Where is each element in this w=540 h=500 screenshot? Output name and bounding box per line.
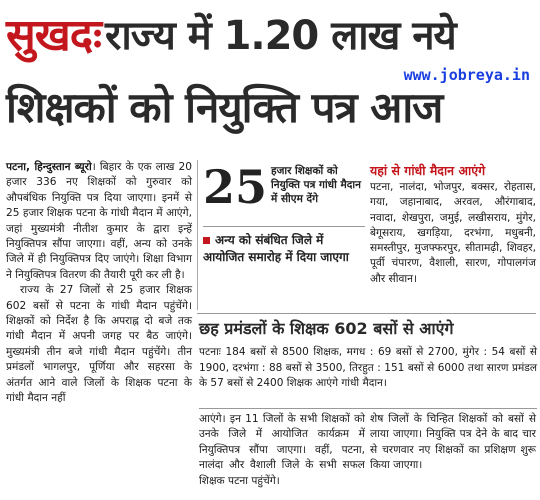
figure-text: हजार शिक्षकों को नियुक्ति पत्र गांधी मैदान में सीएम देंगे bbox=[271, 165, 361, 205]
headline-line-2: शिक्षकों को नियुक्ति पत्र आज bbox=[6, 83, 443, 132]
figure-number: 25 bbox=[203, 160, 268, 214]
venue-body: पटना, नालंदा, भोजपुर, बक्सर, रोहतास, गया, जहानाबाद, अरवल, औरंगाबाद, नवादा, शेखपुरा, जमुई, लखीसराय, मुंगेर, बेगूसराय, खगड़िया, दरभंगा, मधुबनी, समस्तीपुर, मुजफ्फरपुर, सीतामढ़ी, शिवहर, पूर्वी चंपारण, वैशाली, सारण, गोपालगंज और सीवान। bbox=[370, 181, 536, 285]
site-url-watermark[interactable]: www.jobreya.in bbox=[403, 66, 530, 84]
left-para-2: राज्य के 27 जिलों से 25 हजार शिक्षक 602 बसों से पटना के गांधी मैदान पहुंचेंगे। शिक्षकों को निर्देश है कि अपराह्न दो बजे तक गांधी मैदान में अपनी जगह पर बैठ जाएंगे। मुख्यमंत्री तीन बजे गांधी मैदान पहुंचेंगे। तीन प्रमंडलों भागलपुर, पूर्णिया और सहरसा के अंतर्गत आने वाले जिलों के शिक्षक पटना के गांधी मैदान नहीं bbox=[6, 284, 192, 405]
column-divider bbox=[197, 160, 198, 310]
bullet-square-icon bbox=[203, 237, 210, 244]
divisions-body: पटनाः 184 बसों से 8500 शिक्षक, मगध : 69 बसों से 2700, मुंगेर : 54 बसों से 1900, दरभंगा : 88 बसों से 3500, तिरहुत : 151 बसों से 6000 तथा सारण प्रमंडल के 57 बसों से 2400 शिक्षक आएंगे गांधी मैदान। bbox=[199, 346, 537, 389]
left-column bbox=[6, 160, 192, 407]
divisions-top-rule bbox=[197, 313, 536, 314]
right-column: शेष जिलों के चिन्हित शिक्षकों को बसों से लाया जाएगा। नियुक्ति पत्र देने के बाद चार से चरणवार नए शिक्षकों का प्रशिक्षण शुरू किया जाएगा। bbox=[370, 413, 536, 472]
venue-box bbox=[370, 162, 536, 287]
venue-title: यहां से गांधी मैदान आएंगे bbox=[370, 163, 486, 178]
middle-column: आएंगे। इन 11 जिलों के सभी शिक्षकों को उनके जिले में आयोजित कार्यक्रम में नियुक्तिपत्र सौंपा जाएगा। वहीं, पटना, नालंदा और वैशाली जिले के सभी सफल शिक्षक पटना पहुंचेंगे। bbox=[199, 413, 365, 487]
callout-divider bbox=[203, 226, 365, 227]
headline-text-1: राज्य में 1.20 लाख नये bbox=[105, 12, 456, 59]
headline-line-1 bbox=[6, 4, 456, 62]
bullet-callout bbox=[203, 232, 367, 266]
dateline: पटना, हिन्दुस्तान ब्यूरो bbox=[6, 161, 92, 173]
divisions-heading: छह प्रमंडलों के शिक्षक 602 बसों से आएंगे bbox=[199, 319, 454, 338]
left-para-1: । बिहार के एक लाख 20 हजार 336 नए शिक्षकों को गुरुवार को औपबंधिक नियुक्ति पत्र दिया जाएगा। इनमें से 25 हजार शिक्षक पटना के गांधी मैदान में आएंगे, जहां मुख्यमंत्री नीतीश कुमार के द्वारा इन्हें नियुक्तिपत्र सौंपा जाएगा। वहीं, अन्य को उनके जिले में ही नियुक्तिपत्र दिए जाएंगे। शिक्षा विभाग ने नियुक्तिपत्र वितरण की तैयारी पूरी कर ली है। bbox=[6, 161, 192, 281]
figure-callout bbox=[203, 160, 363, 214]
divisions-bottom-rule bbox=[199, 408, 537, 409]
headline-tag: सुखदः bbox=[6, 10, 101, 61]
bullet-text: अन्य को संबंधित जिले में आयोजित समारोह में दिया जाएगा bbox=[203, 233, 349, 264]
